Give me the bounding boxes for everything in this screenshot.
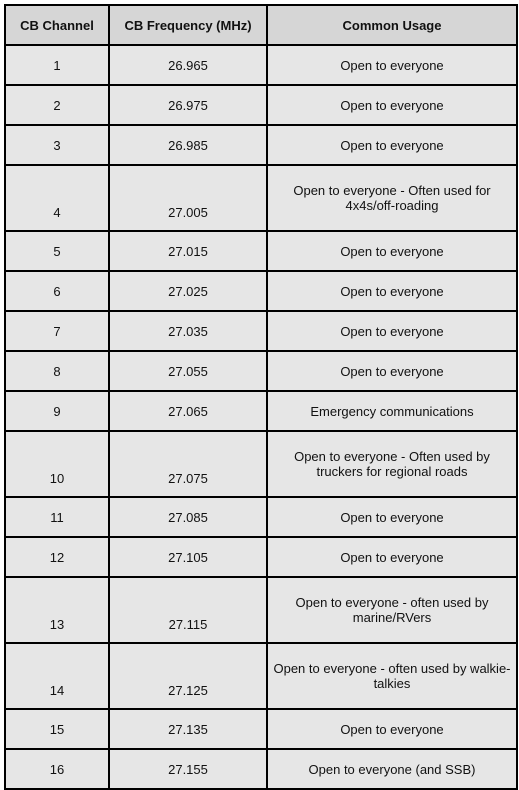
table-row: [5, 271, 517, 311]
frequency-cell: 26.985: [109, 125, 267, 165]
table-row: [5, 351, 517, 391]
table-row: [5, 577, 517, 643]
frequency-cell: 27.055: [109, 351, 267, 391]
table-row: [5, 165, 517, 231]
usage-cell: Open to everyone: [267, 231, 517, 271]
usage-cell: Open to everyone - Often used by truckers for regional roads: [267, 431, 517, 497]
frequency-cell: 27.115: [109, 577, 267, 643]
frequency-cell: 27.105: [109, 537, 267, 577]
usage-cell: Open to everyone - often used by walkie-talkies: [267, 643, 517, 709]
usage-cell: Open to everyone (and SSB): [267, 749, 517, 789]
frequency-cell: 27.075: [109, 431, 267, 497]
table-row: [5, 125, 517, 165]
table-row: [5, 709, 517, 749]
cb-channel-table-container: [4, 4, 516, 790]
channel-cell: 6: [5, 271, 109, 311]
frequency-cell: 27.005: [109, 165, 267, 231]
cb-channel-table: [4, 4, 518, 790]
table-row: [5, 431, 517, 497]
table-row: [5, 391, 517, 431]
usage-cell: Open to everyone: [267, 537, 517, 577]
frequency-cell: 27.025: [109, 271, 267, 311]
table-row: [5, 311, 517, 351]
usage-cell: Open to everyone: [267, 85, 517, 125]
table-row: [5, 537, 517, 577]
channel-cell: 7: [5, 311, 109, 351]
table-row: [5, 231, 517, 271]
table-row: [5, 749, 517, 789]
channel-cell: 3: [5, 125, 109, 165]
channel-cell: 5: [5, 231, 109, 271]
table-row: [5, 85, 517, 125]
table-row: [5, 643, 517, 709]
usage-cell: Open to everyone - Often used for 4x4s/off-roading: [267, 165, 517, 231]
table-header-row: [5, 5, 517, 45]
usage-cell: Open to everyone: [267, 709, 517, 749]
channel-cell: 9: [5, 391, 109, 431]
usage-cell: Open to everyone - often used by marine/RVers: [267, 577, 517, 643]
frequency-cell: 27.015: [109, 231, 267, 271]
usage-cell: Open to everyone: [267, 271, 517, 311]
frequency-cell: 27.085: [109, 497, 267, 537]
frequency-cell: 26.965: [109, 45, 267, 85]
channel-cell: 2: [5, 85, 109, 125]
channel-cell: 15: [5, 709, 109, 749]
channel-cell: 11: [5, 497, 109, 537]
channel-cell: 4: [5, 165, 109, 231]
header-cb-frequency: CB Frequency (MHz): [109, 5, 267, 45]
usage-cell: Open to everyone: [267, 311, 517, 351]
frequency-cell: 27.065: [109, 391, 267, 431]
channel-cell: 1: [5, 45, 109, 85]
table-body: [5, 45, 517, 789]
channel-cell: 10: [5, 431, 109, 497]
usage-cell: Open to everyone: [267, 125, 517, 165]
table-row: [5, 497, 517, 537]
usage-cell: Open to everyone: [267, 497, 517, 537]
table-row: [5, 45, 517, 85]
frequency-cell: 26.975: [109, 85, 267, 125]
channel-cell: 13: [5, 577, 109, 643]
channel-cell: 8: [5, 351, 109, 391]
usage-cell: Open to everyone: [267, 45, 517, 85]
usage-cell: Emergency communications: [267, 391, 517, 431]
channel-cell: 12: [5, 537, 109, 577]
channel-cell: 14: [5, 643, 109, 709]
frequency-cell: 27.135: [109, 709, 267, 749]
channel-cell: 16: [5, 749, 109, 789]
usage-cell: Open to everyone: [267, 351, 517, 391]
header-cb-channel: CB Channel: [5, 5, 109, 45]
frequency-cell: 27.125: [109, 643, 267, 709]
frequency-cell: 27.035: [109, 311, 267, 351]
frequency-cell: 27.155: [109, 749, 267, 789]
header-common-usage: Common Usage: [267, 5, 517, 45]
